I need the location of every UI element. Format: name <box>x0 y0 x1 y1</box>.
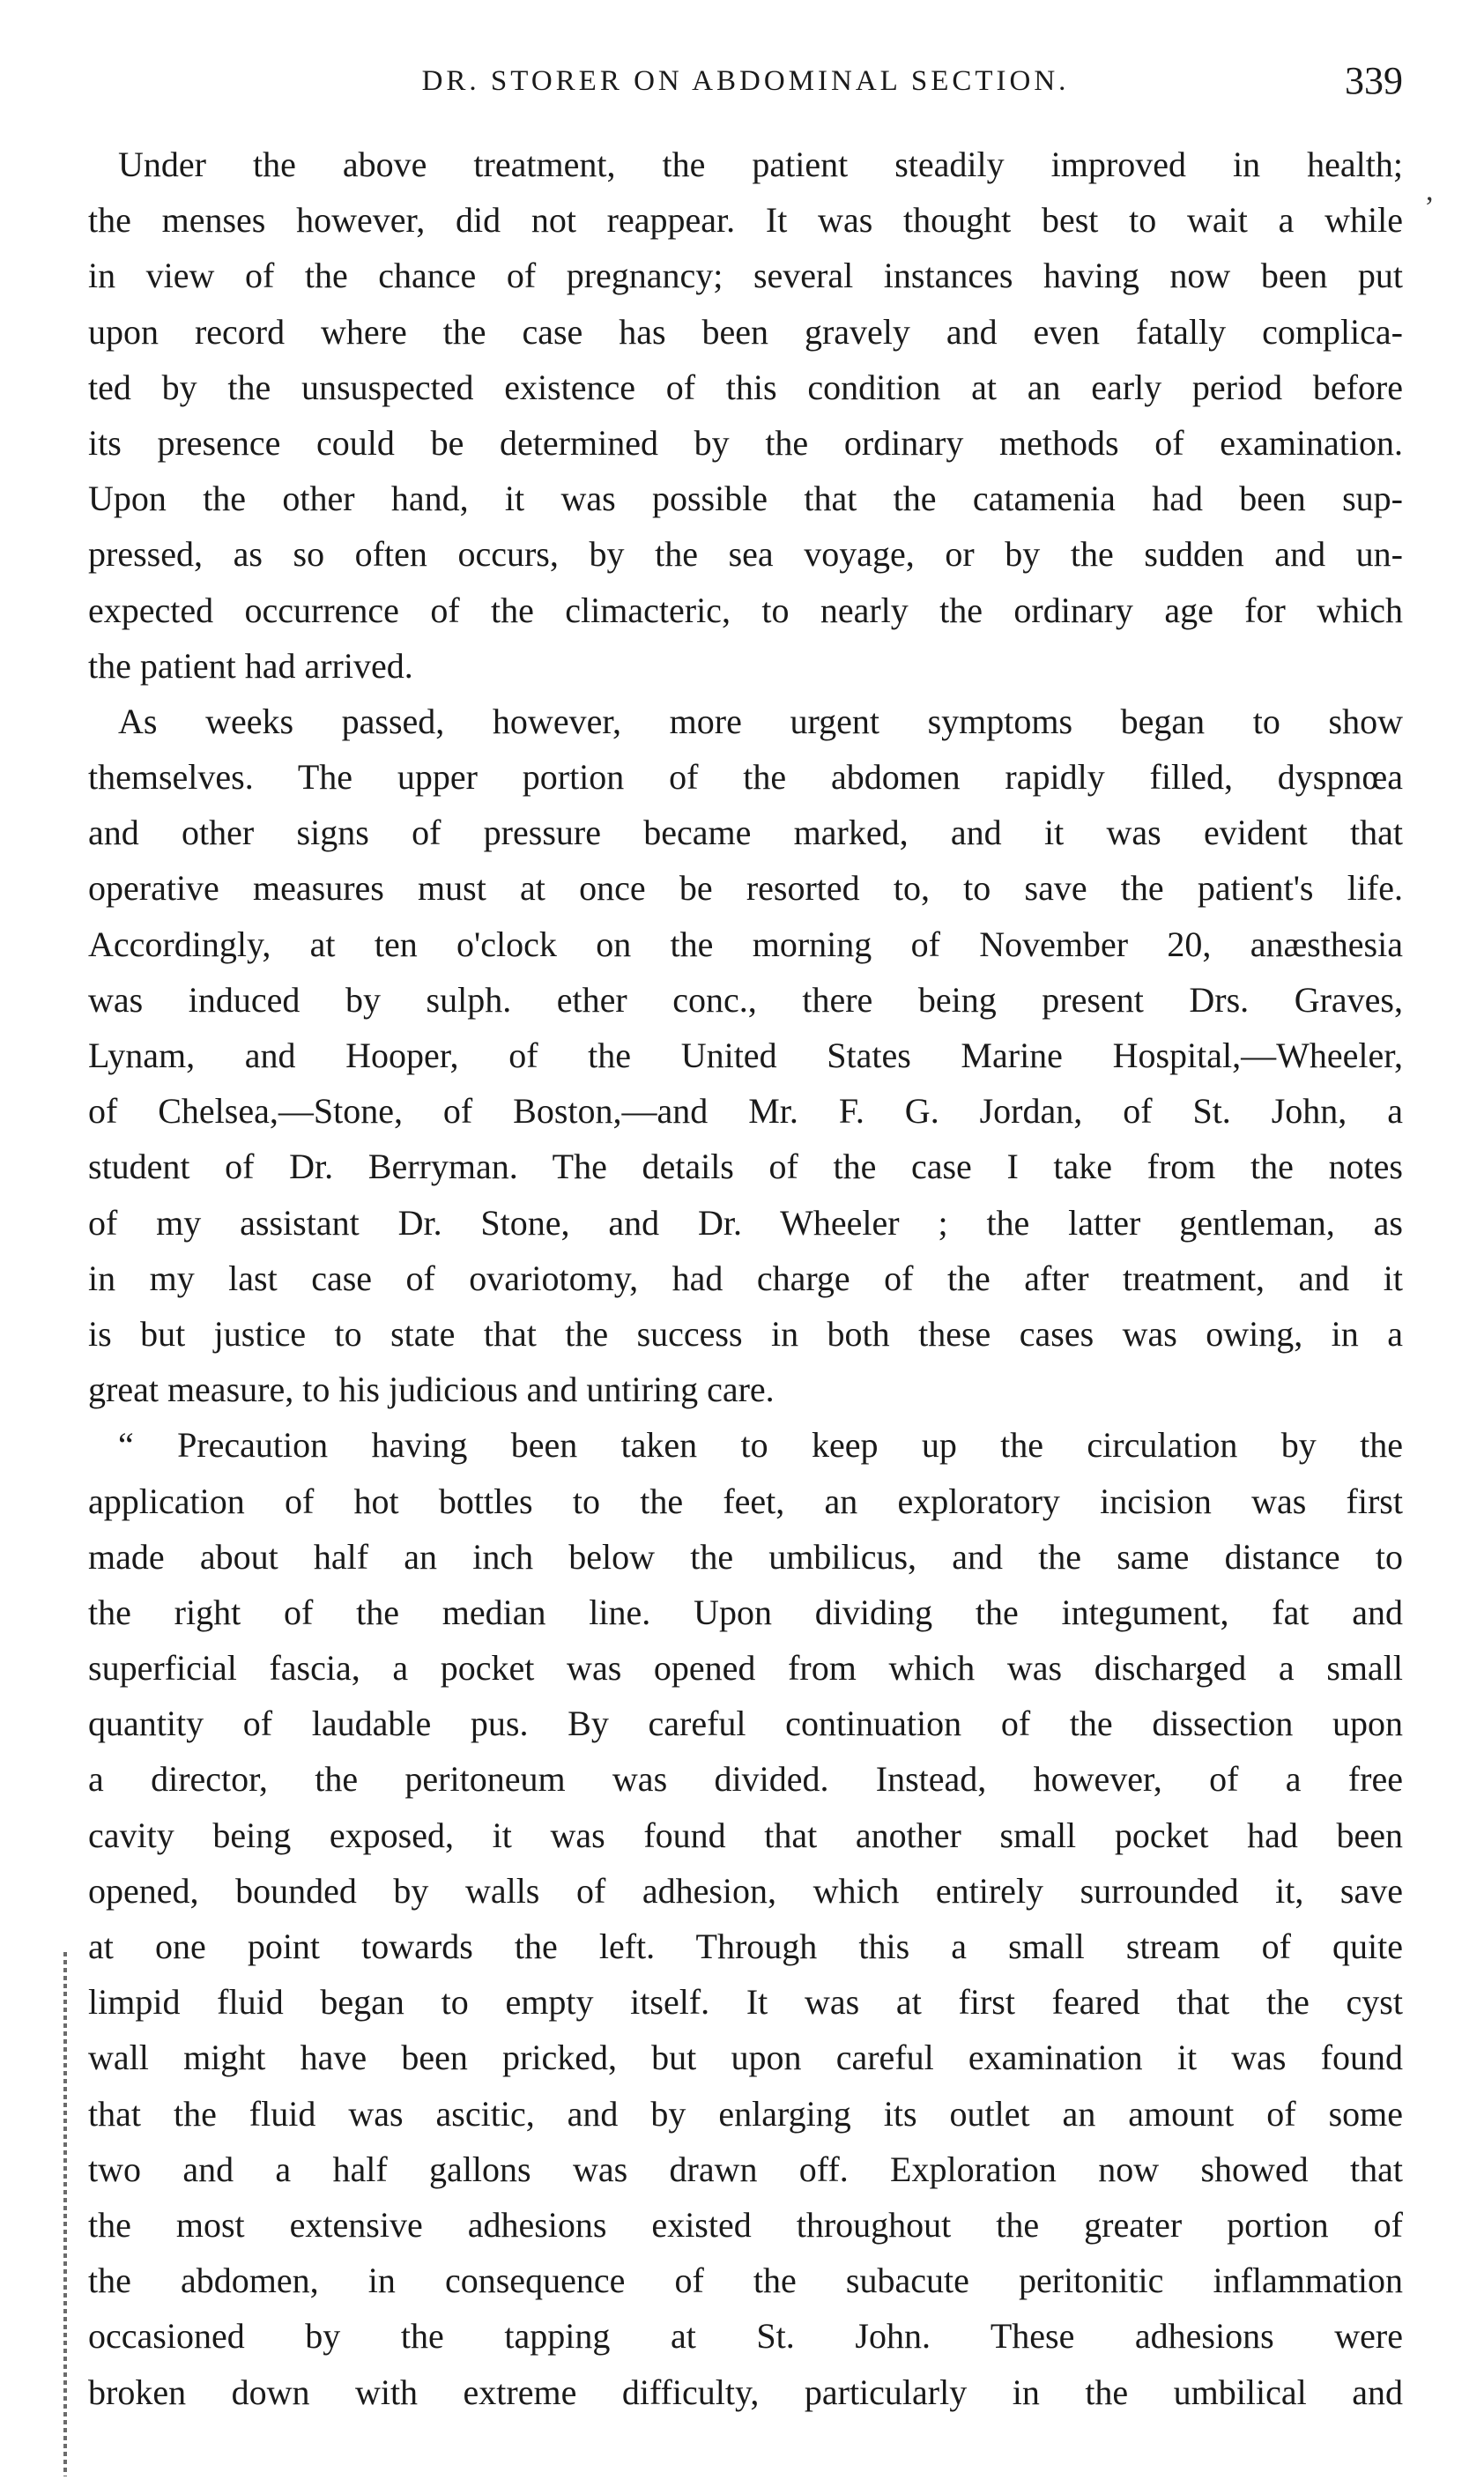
text-line: application of hot bottles to the feet, an exploratory incision was first <box>88 1481 1403 1521</box>
text-line: and other signs of pressure became marked, and it was evident that <box>88 813 1403 853</box>
text-line: opened, bounded by walls of adhesion, which entirely surrounded it, save <box>88 1870 1403 1911</box>
text-line: the patient had arrived. <box>88 645 413 686</box>
text-line: of my assistant Dr. Stone, and Dr. Wheeler ; the latter gentleman, as <box>88 1202 1403 1243</box>
text-line: at one point towards the left. Through this a small stream of quite <box>88 1926 1403 1966</box>
text-line: the abdomen, in consequence of the subacute peritonitic inflammation <box>88 2261 1403 2301</box>
text-line: the most extensive adhesions existed throughout the greater portion of <box>88 2204 1403 2245</box>
text-line: that the fluid was ascitic, and by enlarging its outlet an amount of some <box>88 2093 1403 2134</box>
text-line: broken down with extreme difficulty, particularly in the umbilical and <box>88 2372 1403 2412</box>
text-line: was induced by sulph. ether conc., there being present Drs. Graves, <box>88 979 1403 1020</box>
text-line: Upon the other hand, it was possible that the catamenia had been sup- <box>88 479 1403 519</box>
running-title: DR. STORER ON ABDOMINAL SECTION. <box>421 65 1070 97</box>
text-line: the right of the median line. Upon dividing the integument, fat and <box>88 1592 1403 1632</box>
text-line: “ Precaution having been taken to keep up the circulation by the <box>118 1425 1403 1466</box>
text-line: a director, the peritoneum was divided. Instead, however, of a free <box>88 1759 1403 1800</box>
text-line: the menses however, did not reappear. It was thought best to wait a while <box>88 200 1403 241</box>
text-line: upon record where the case has been gravely and even fatally complica- <box>88 311 1403 352</box>
text-line: student of Dr. Berryman. The details of the case I take from the notes <box>88 1147 1403 1187</box>
text-line: in view of the chance of pregnancy; several instances having now been put <box>88 256 1403 296</box>
text-line: in my last case of ovariotomy, had charge of the after treatment, and it <box>88 1258 1403 1298</box>
page-number: 339 <box>1345 59 1403 102</box>
text-line: of Chelsea,—Stone, of Boston,—and Mr. F. G. Jordan, of St. John, a <box>88 1091 1403 1132</box>
text-line: superficial fascia, a pocket was opened from which was discharged a small <box>88 1648 1403 1689</box>
text-line: limpid fluid began to empty itself. It was at first feared that the cyst <box>88 1982 1403 2023</box>
text-line: ted by the unsuspected existence of this condition at an early period before <box>88 367 1403 407</box>
running-head <box>88 55 1403 108</box>
text-line: themselves. The upper portion of the abdomen rapidly filled, dyspnœa <box>88 757 1403 798</box>
text-line: its presence could be determined by the ordinary methods of examination. <box>88 422 1403 463</box>
paragraph-treatment <box>88 137 1403 694</box>
text-line: pressed, as so often occurs, by the sea voyage, or by the sudden and un- <box>88 534 1403 575</box>
text-line: wall might have been pricked, but upon careful examination it was found <box>88 2038 1403 2078</box>
margin-mark: , <box>1426 174 1434 207</box>
binding-gutter-shadow <box>63 1952 67 2476</box>
text-line: two and a half gallons was drawn off. Exploration now showed that <box>88 2149 1403 2189</box>
paragraph-precaution-quote <box>88 1417 1403 2419</box>
text-line: expected occurrence of the climacteric, to nearly the ordinary age for which <box>88 590 1403 630</box>
text-line: operative measures must at once be resorted to, to save the patient's life. <box>88 868 1403 909</box>
text-line: Lynam, and Hooper, of the United States Marine Hospital,—Wheeler, <box>88 1036 1403 1075</box>
text-line: Accordingly, at ten o'clock on the morning of November 20, anæsthesia <box>88 924 1403 964</box>
text-line: is but justice to state that the success in both these cases was owing, in a <box>88 1313 1403 1354</box>
text-line: quantity of laudable pus. By careful continuation of the dissection upon <box>88 1704 1403 1744</box>
text-line: Under the above treatment, the patient steadily improved in health; <box>118 145 1403 184</box>
text-line: made about half an inch below the umbilicus, and the same distance to <box>88 1536 1403 1577</box>
text-line: great measure, to his judicious and untiring care. <box>88 1370 775 1410</box>
text-line: As weeks passed, however, more urgent symptoms began to show <box>118 701 1403 741</box>
text-line: cavity being exposed, it was found that another small pocket had been <box>88 1815 1403 1855</box>
text-line: occasioned by the tapping at St. John. These adhesions were <box>88 2316 1403 2357</box>
body-text <box>88 137 1403 2420</box>
paragraph-operation <box>88 694 1403 1417</box>
